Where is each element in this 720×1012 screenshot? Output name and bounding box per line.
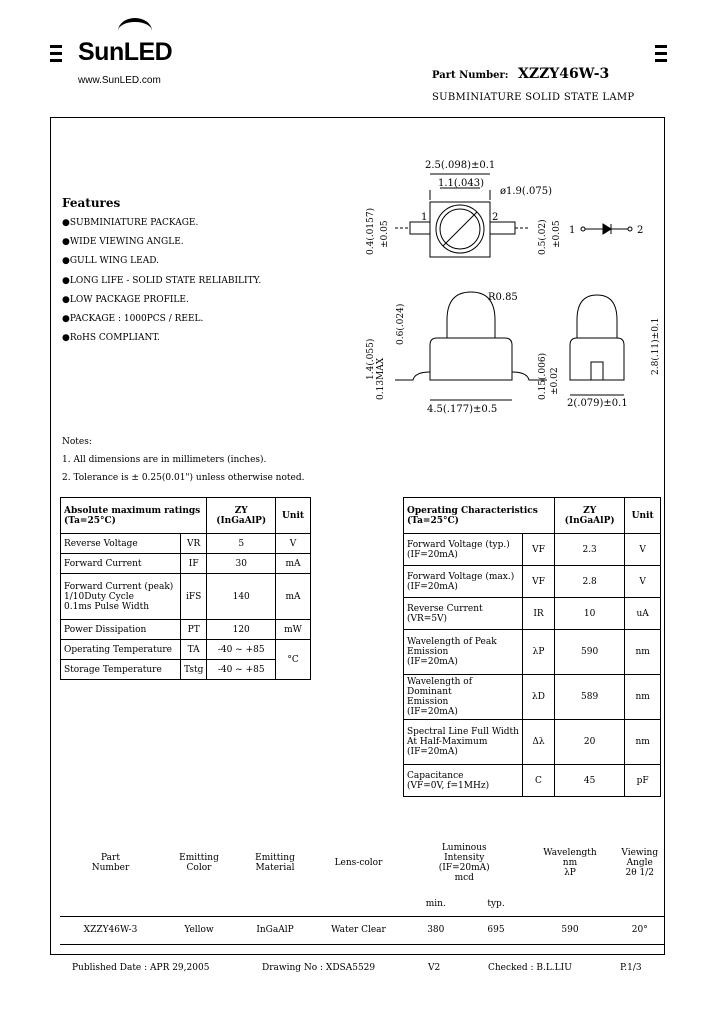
side-view: [570, 295, 624, 395]
abs-header-unit: Unit: [276, 498, 311, 534]
part-number-label: Part Number:: [432, 70, 509, 81]
sel-lens: Water Clear: [313, 916, 404, 944]
sel-header-lens: Lens-color: [334, 858, 383, 868]
abs-unit: mA: [276, 574, 311, 620]
sel-header-intensity: Luminous Intensity (IF=20mA) mcd: [438, 843, 490, 883]
op-param: Capacitance (VF=0V, f=1MHz): [404, 765, 523, 797]
op-unit: nm: [625, 675, 661, 720]
sel-color: Yellow: [161, 916, 237, 944]
feature-item: ●RoHS COMPLIANT.: [62, 333, 160, 344]
operating-characteristics-table: [403, 497, 661, 797]
dim-lead-right: 0.5(.02): [538, 219, 548, 255]
features-title: Features: [62, 196, 121, 210]
sel-sub-typ: typ.: [468, 892, 525, 916]
package-drawing: [355, 150, 665, 420]
abs-value: 140: [207, 574, 276, 620]
selection-guide-table: [60, 834, 664, 945]
op-symbol: λP: [523, 630, 555, 675]
sel-angle: 20°: [615, 916, 664, 944]
abs-temp-unit: °C: [276, 640, 311, 680]
dim-lead-thick: 0.13MAX: [376, 357, 386, 400]
sel-sub-min: min.: [404, 892, 468, 916]
pin2-label: 2: [492, 212, 499, 223]
abs-param: Operating Temperature: [61, 640, 181, 660]
dim-lead-left-tol: ±0.05: [380, 220, 390, 248]
abs-param: Forward Current: [61, 554, 181, 574]
dim-width: 2.5(.098)±0.1: [425, 160, 496, 171]
sel-part-number: XZZY46W-3: [60, 916, 161, 944]
op-value: 2.8: [555, 566, 625, 598]
abs-symbol: iFS: [181, 574, 207, 620]
note-line: 1. All dimensions are in millimeters (inches).: [62, 455, 267, 465]
abs-value: -40 ~ +85: [207, 660, 276, 680]
dim-length: 4.5(.177)±0.5: [427, 404, 498, 415]
footer-drawing-no: Drawing No : XDSA5529: [262, 963, 376, 973]
feature-item: ●GULL WING LEAD.: [62, 256, 159, 267]
abs-value: -40 ~ +85: [207, 640, 276, 660]
dim-lead-len-tol: ±0.02: [550, 367, 560, 395]
op-unit: nm: [625, 720, 661, 765]
abs-symbol: IF: [181, 554, 207, 574]
op-symbol: λD: [523, 675, 555, 720]
footer-published: Published Date : APR 29,2005: [72, 963, 210, 973]
footer-checked: Checked : B.L.LIU: [488, 963, 572, 973]
website-url[interactable]: www.SunLED.com: [78, 75, 161, 86]
op-symbol: VF: [523, 566, 555, 598]
op-value: 20: [555, 720, 625, 765]
sel-material: InGaAlP: [237, 916, 313, 944]
sel-header-material: Emitting Material: [255, 853, 295, 873]
op-value: 589: [555, 675, 625, 720]
abs-symbol: PT: [181, 620, 207, 640]
dim-side-height: 2.8(.11)±0.1: [651, 317, 661, 375]
part-number: XZZY46W-3: [518, 66, 610, 82]
abs-header-title: Absolute maximum ratings (Ta=25°C): [61, 498, 207, 534]
op-value: 10: [555, 598, 625, 630]
dim-lead-right-tol: ±0.05: [552, 220, 562, 248]
op-symbol: VF: [523, 534, 555, 566]
company-logo: SunLED: [78, 38, 173, 66]
sel-header-color: Emitting Color: [179, 853, 219, 873]
op-param: Forward Voltage (typ.) (IF=20mA): [404, 534, 523, 566]
diode-symbol: [581, 224, 632, 234]
note-line: 2. Tolerance is ± 0.25(0.01") unless otherwise noted.: [62, 473, 305, 483]
op-param: Forward Voltage (max.) (IF=20mA): [404, 566, 523, 598]
abs-unit: V: [276, 534, 311, 554]
op-param: Wavelength of Peak Emission (IF=20mA): [404, 630, 523, 675]
sel-header-part: Part Number: [91, 853, 130, 873]
feature-item: ●PACKAGE : 1000PCS / REEL.: [62, 313, 204, 324]
footer-version: V2: [428, 963, 441, 973]
dim-dome: 0.6(.024): [396, 303, 406, 345]
absolute-max-table: [60, 497, 311, 680]
dim-height-total: 1.4(.055): [366, 338, 376, 380]
op-value: 590: [555, 630, 625, 675]
abs-symbol: Tstg: [181, 660, 207, 680]
footer-page: P.1/3: [620, 963, 642, 973]
diode-pin2: 2: [637, 225, 644, 236]
abs-param: Power Dissipation: [61, 620, 181, 640]
notes-section: [62, 433, 304, 487]
op-value: 2.3: [555, 534, 625, 566]
features-section: [62, 196, 261, 352]
dim-side-width: 2(.079)±0.1: [567, 398, 628, 409]
op-param: Wavelength of Dominant Emission (IF=20mA): [404, 675, 523, 720]
abs-unit: mW: [276, 620, 311, 640]
feature-item: ●SUBMINIATURE PACKAGE.: [62, 218, 199, 228]
op-symbol: C: [523, 765, 555, 797]
op-unit: V: [625, 566, 661, 598]
abs-param: Storage Temperature: [61, 660, 181, 680]
abs-header-zy: ZY (InGaAlP): [207, 498, 276, 534]
abs-value: 30: [207, 554, 276, 574]
front-view: [395, 292, 547, 400]
abs-symbol: VR: [181, 534, 207, 554]
abs-symbol: TA: [181, 640, 207, 660]
dim-lead-len: 0.15(.006): [538, 352, 548, 400]
dim-radius: R0.85: [488, 292, 518, 303]
op-header-zy: ZY (InGaAlP): [555, 498, 625, 534]
op-unit: V: [625, 534, 661, 566]
sel-header-angle: Viewing Angle 2θ 1/2: [621, 848, 659, 878]
feature-item: ●WIDE VIEWING ANGLE.: [62, 237, 184, 248]
dim-lead-left: 0.4(.0157): [366, 207, 376, 255]
abs-param: Forward Current (peak) 1/10Duty Cycle 0.1ms Pulse Width: [61, 574, 181, 620]
feature-item: ●LOW PACKAGE PROFILE.: [62, 294, 189, 305]
op-unit: nm: [625, 630, 661, 675]
op-symbol: IR: [523, 598, 555, 630]
abs-value: 5: [207, 534, 276, 554]
dim-inner: 1.1(.043): [438, 178, 484, 189]
abs-unit: mA: [276, 554, 311, 574]
pin1-label: 1: [421, 212, 428, 223]
logo-left-bars: [50, 45, 62, 66]
logo-right-bars: [655, 45, 667, 66]
sel-header-wavelength: Wavelength nm λP: [543, 848, 597, 878]
sel-intensity-typ: 695: [468, 916, 525, 944]
op-param: Spectral Line Full Width At Half-Maximum (IF=20mA): [404, 720, 523, 765]
diode-pin1: 1: [569, 225, 576, 236]
notes-title: Notes:: [62, 437, 92, 447]
op-param: Reverse Current (VR=5V): [404, 598, 523, 630]
op-symbol: Δλ: [523, 720, 555, 765]
op-header-title: Operating Characteristics (Ta=25°C): [404, 498, 555, 534]
document-subtitle: SUBMINIATURE SOLID STATE LAMP: [432, 92, 635, 103]
op-value: 45: [555, 765, 625, 797]
dim-diameter: ø1.9(.075): [500, 186, 552, 197]
feature-item: ●LONG LIFE - SOLID STATE RELIABILITY.: [62, 275, 262, 286]
op-unit: pF: [625, 765, 661, 797]
sel-wavelength: 590: [524, 916, 615, 944]
abs-param: Reverse Voltage: [61, 534, 181, 554]
sel-intensity-min: 380: [404, 916, 468, 944]
abs-value: 120: [207, 620, 276, 640]
op-header-unit: Unit: [625, 498, 661, 534]
op-unit: uA: [625, 598, 661, 630]
